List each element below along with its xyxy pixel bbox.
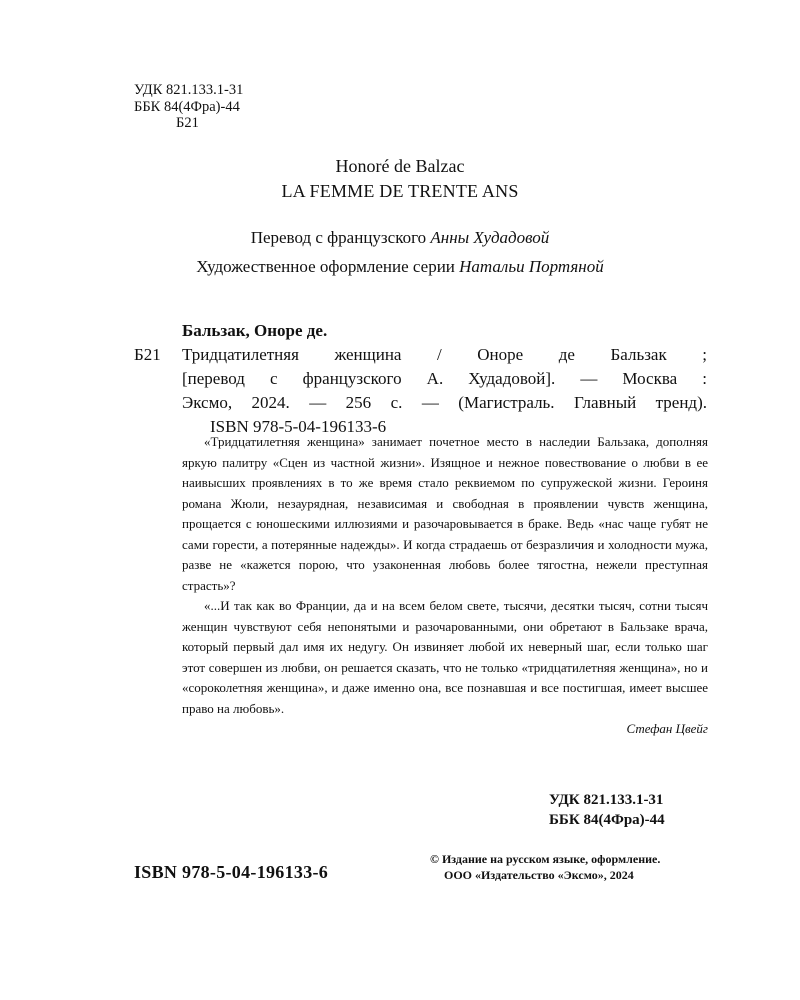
original-title: LA FEMME DE TRENTE ANS [281, 181, 519, 201]
translation-prefix: Перевод с французского [250, 228, 427, 247]
design-credit [0, 257, 800, 277]
footer-udk: УДК 821.133.1-31 [549, 792, 664, 808]
copyright-line: © Издание на русском языке, оформление. [430, 852, 661, 866]
publisher-line: ООО «Издательство «Эксмо», 2024 [444, 868, 634, 882]
design-prefix: Художественное оформление серии [196, 257, 455, 276]
udk-code: УДК 821.133.1-31 [134, 82, 244, 98]
record-description [182, 343, 707, 415]
annotation [182, 432, 708, 740]
footer-isbn: ISBN 978-5-04-196133-6 [134, 862, 329, 882]
quote-signature: Стефан Цвейг [626, 721, 708, 736]
quote-paragraph: «...И так как во Франции, да и на всем белом свете, тысячи, десятки тысяч, сотни тысяч женщин чувствуют себя непонятыми и разочарованными, они обретают в Бальзаке врача, который первый дал имя их недугу. Он извиняет любой их неверный шаг, если только шаг этот совершен из любви, он решается сказать, что не только «тридцатилетняя женщина», но и «сороколетняя женщина», и даже именно она, все познавшая и все постигшая, имеет высшее право на любовь». [182, 598, 708, 716]
record-cutter: Б21 [134, 345, 161, 364]
translation-credit [0, 228, 800, 248]
bibliographic-record [134, 319, 707, 439]
original-author: Honoré de Balzac [335, 156, 465, 176]
cutter-code: Б21 [176, 115, 199, 131]
record-line: [перевод с французского А. Худадовой]. — Москва : [182, 369, 707, 388]
translator-name: Анны Худадовой [430, 228, 550, 247]
footer-bbk: ББК 84(4Фра)-44 [549, 812, 665, 828]
annotation-paragraph: «Тридцатилетняя женщина» занимает почетное место в наследии Бальзака, дополняя яркую палитру «Сцен из частной жизни». Изящное и нежное повествование о любви в ее наивысших проявлениях в то же время стало реквиемом по супружеской жизни. Героиня романа Жюли, незаурядная, независимая и свободная в проявлении чувств женщина, прощается с юношескими иллюзиями и разочаровывается в браке. Ведь «нас чаще губят не сами горести, а потерянные надежды». И когда страдаешь от безразличия и холодности мужа, разве не «кажется порою, что узаконенная любовь более тягостна, нежели преступная страсть»? [182, 434, 708, 593]
designer-name: Натальи Портяной [459, 257, 604, 276]
bbk-code: ББК 84(4Фра)-44 [134, 98, 240, 115]
classification-codes [134, 82, 243, 132]
record-isbn: ISBN 978-5-04-196133-6 [210, 417, 387, 436]
footer-codes [549, 790, 665, 830]
copyright-block [430, 851, 660, 883]
record-line: Тридцатилетняя женщина / Оноре де Бальзак ; [182, 345, 707, 364]
record-line: Эксмо, 2024. — 256 с. — (Магистраль. Главный тренд). [182, 393, 707, 412]
author-heading: Бальзак, Оноре де. [182, 321, 328, 340]
